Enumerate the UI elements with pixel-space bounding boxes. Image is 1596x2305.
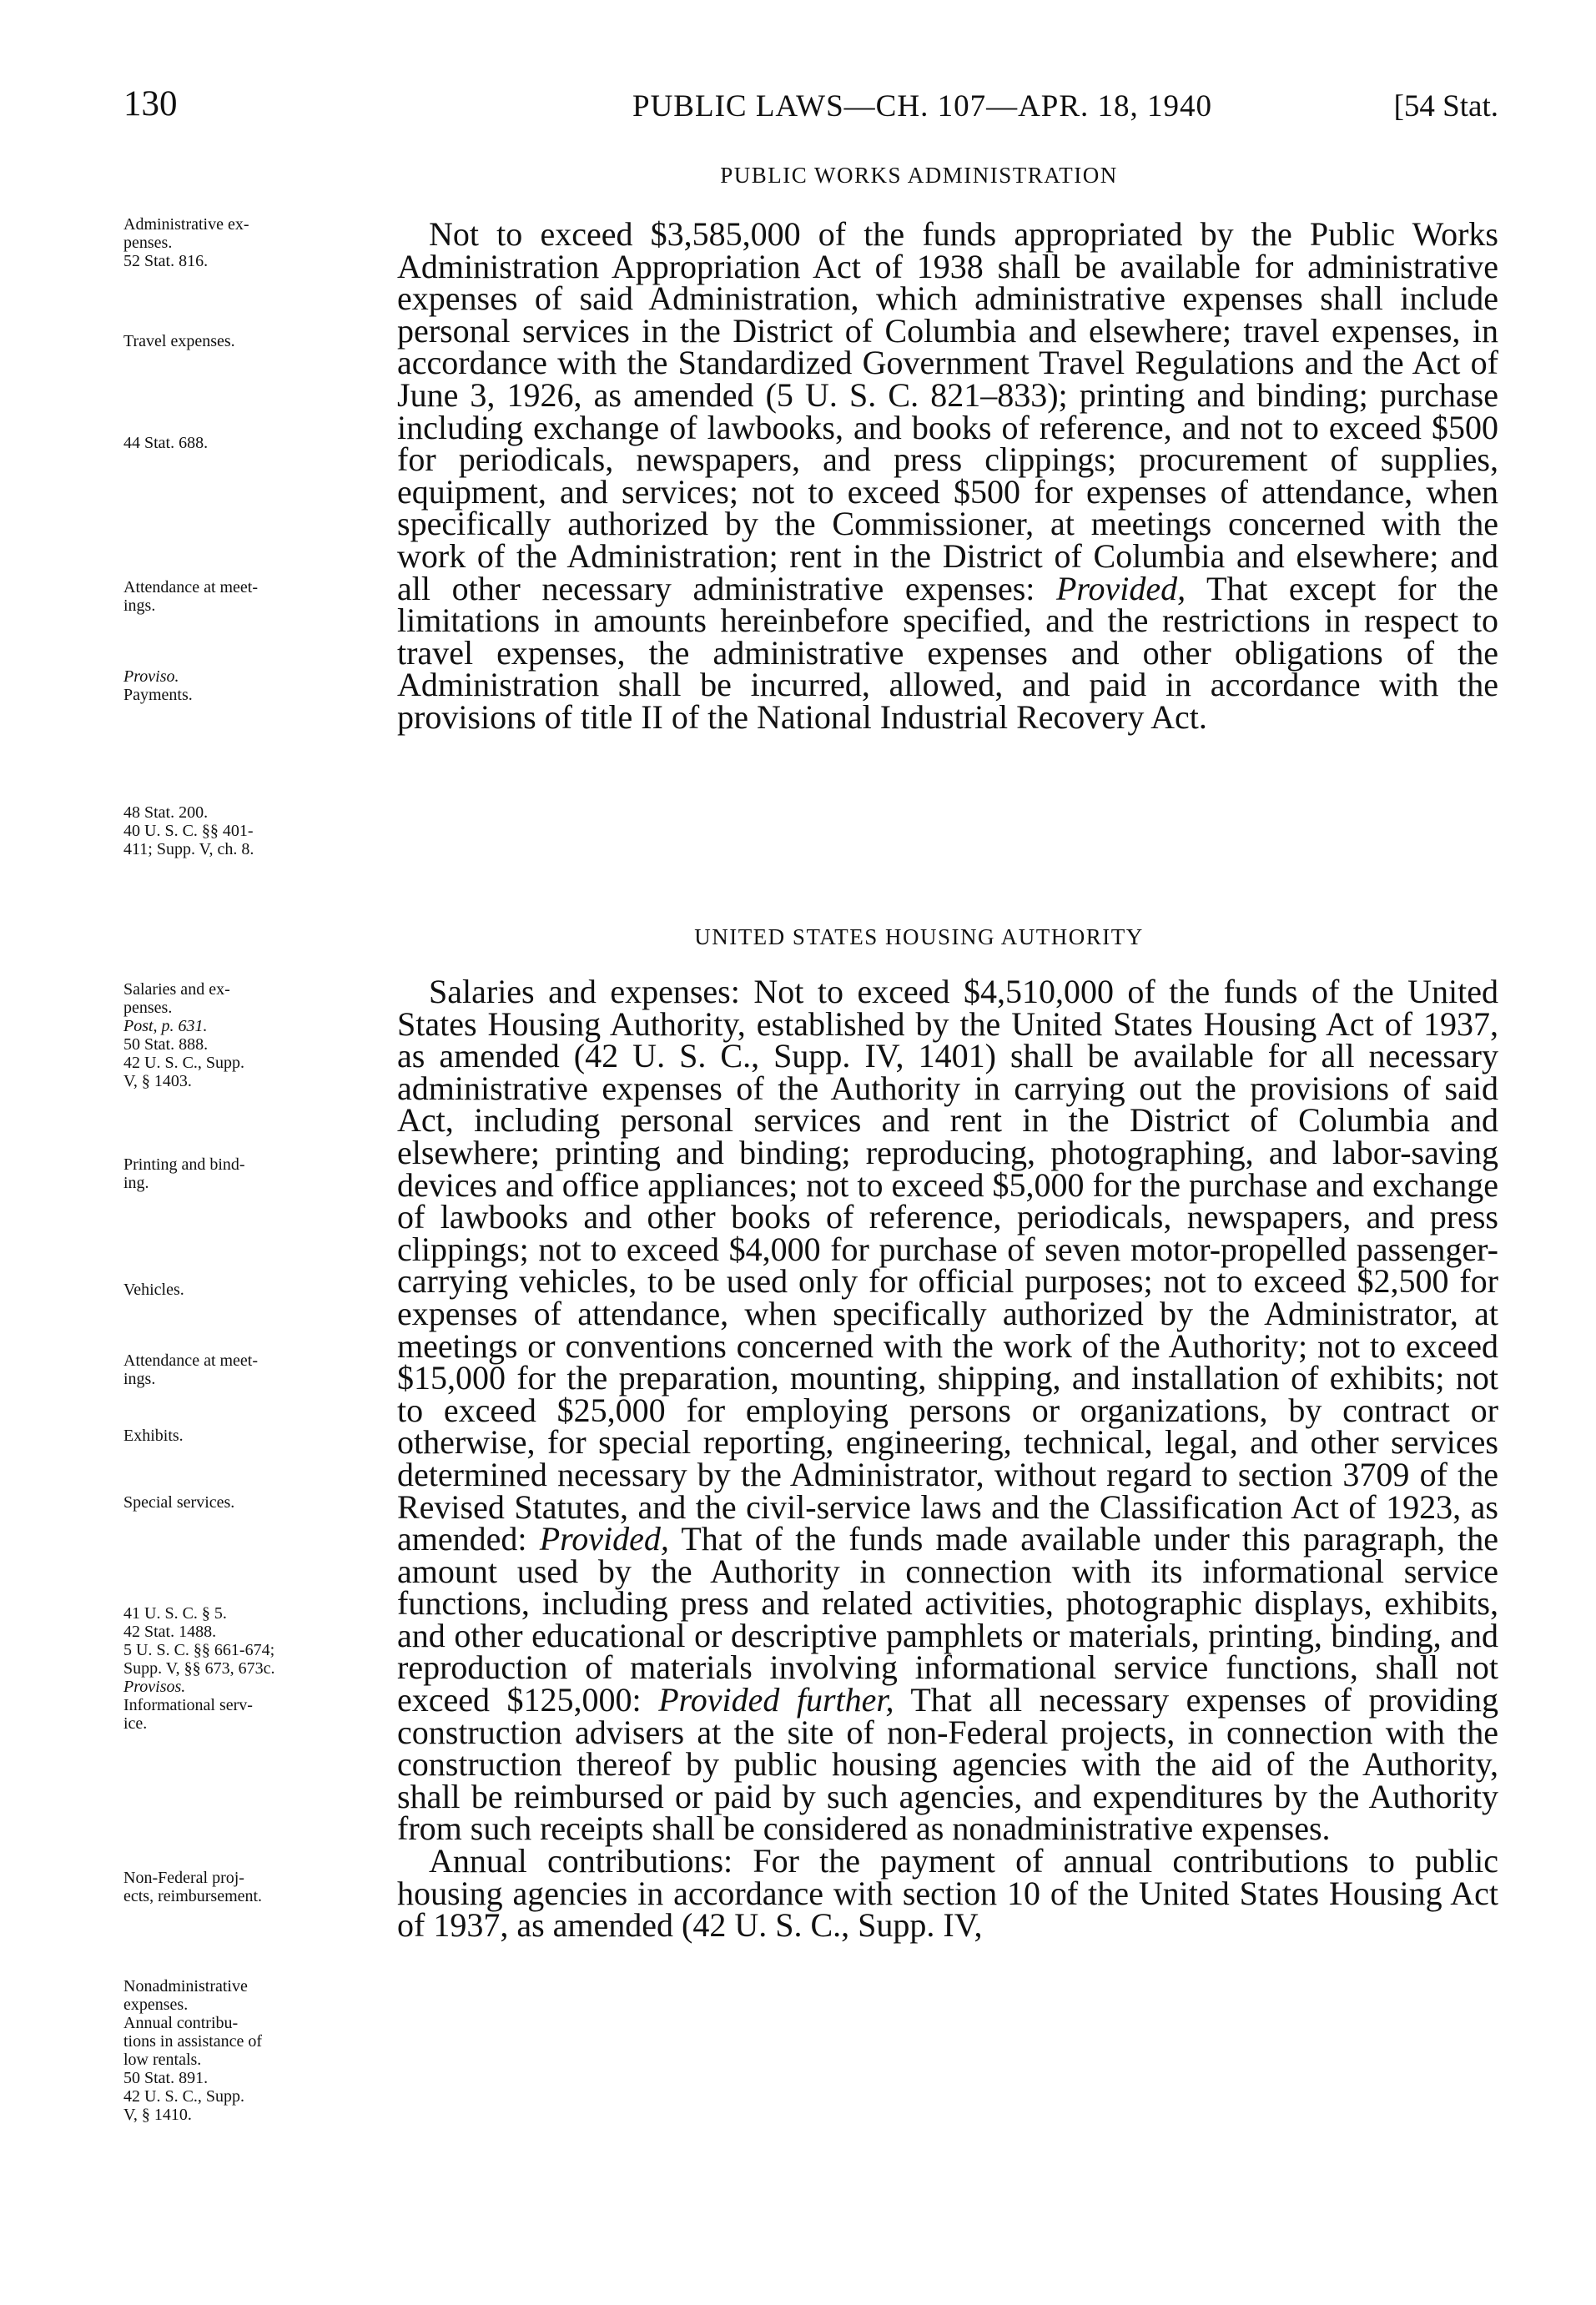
margin-note-line: Vehicles.: [123, 1281, 184, 1299]
margin-note-line: 48 Stat. 200.: [123, 803, 209, 822]
margin-note: [123, 578, 374, 615]
margin-note-line: V, § 1403.: [123, 1072, 192, 1090]
margin-note: [123, 215, 374, 270]
margin-note-line: Informational serv-: [123, 1696, 253, 1714]
italic-run: Provided,: [539, 1520, 669, 1558]
margin-note: [123, 1604, 374, 1733]
margin-note-line: Provisos.: [123, 1678, 186, 1696]
margin-note: [123, 1869, 374, 1905]
margin-note-line: tions in assistance of: [123, 2032, 263, 2051]
section-title-usha: UNITED STATES HOUSING AUTHORITY: [694, 924, 1144, 949]
paragraph: [397, 973, 1499, 1848]
margin-note-line: 41 U. S. C. § 5.: [123, 1604, 227, 1623]
margin-note: [123, 1977, 374, 2124]
margin-note-line: Printing and bind-: [123, 1155, 245, 1174]
margin-note-line: 42 Stat. 1488.: [123, 1623, 217, 1641]
section-title-pwa: PUBLIC WORKS ADMINISTRATION: [720, 163, 1118, 188]
margin-note: [123, 1281, 374, 1299]
text-run: Annual contributions: For the payment of annual contributions to public housing agencies in accordance with section 10 of the United States Housing Act of 1937, as amended (42 U. S. C., Supp. IV,: [397, 1842, 1498, 1945]
margin-note-line: Supp. V, §§ 673, 673c.: [123, 1659, 275, 1678]
margin-note-line: Special services.: [123, 1493, 235, 1512]
text-run: Not to exceed $3,585,000 of the funds appropriated by the Public Works Administration Appropriation Act of 1938 shall be available for administrative expenses of said Administration, which administrative expenses shall include personal services in the District of Columbia and elsewhere; travel expenses, in accordance with the Standardized Government Travel Regulations and the Act of June 3, 1926, as amended (5 U. S. C. 821–833); printing and binding; purchase including exchange of lawbooks, and books of reference, and not to exceed $500 for periodicals, newspapers, and press clippings; procurement of supplies, equipment, and services; not to exceed $500 for expenses of attendance, when specifically authorized by the Commissioner, at meetings concerned with the work of the Administration; rent in the District of Columbia and elsewhere; and all other necessary administrative expenses:: [397, 215, 1498, 607]
margin-note-line: 52 Stat. 816.: [123, 252, 209, 270]
margin-note: [123, 1351, 374, 1388]
section-body-pwa: [397, 215, 1499, 736]
margin-note-line: ice.: [123, 1714, 148, 1733]
margin-note-line: 50 Stat. 891.: [123, 2069, 209, 2087]
margin-note: [123, 803, 374, 858]
margin-note-line: Exhibits.: [123, 1427, 184, 1445]
text-run: That except for the limitations in amounts hereinbefore specified, and the restrictions in respect to travel expenses, the administrative expenses and other obligations of the Administration shall be incurred, allowed, and paid in accordance with the provisions of title II of the National Industrial Recovery Act.: [397, 569, 1499, 736]
margin-note-line: low rentals.: [123, 2051, 202, 2069]
margin-note-line: Salaries and ex-: [123, 980, 230, 999]
margin-note-line: Administrative ex-: [123, 215, 249, 234]
margin-note-line: ings.: [123, 596, 156, 615]
margin-note-line: 411; Supp. V, ch. 8.: [123, 840, 254, 858]
margin-note: [123, 332, 374, 350]
margin-note-line: Annual contribu-: [123, 2014, 239, 2032]
margin-note-line: Nonadministrative: [123, 1977, 248, 1995]
margin-note-line: penses.: [123, 234, 173, 252]
paragraph: [397, 215, 1499, 736]
margin-note: [123, 1493, 374, 1512]
margin-note-line: ing.: [123, 1174, 149, 1192]
margin-note-line: 50 Stat. 888.: [123, 1035, 209, 1054]
margin-note: [123, 667, 374, 704]
margin-note-line: Attendance at meet-: [123, 1351, 259, 1370]
margin-note-line: ects, reimbursement.: [123, 1887, 263, 1905]
margin-note-line: Payments.: [123, 686, 193, 704]
margin-note: [123, 1427, 374, 1445]
margin-note-line: Attendance at meet-: [123, 578, 259, 596]
paragraph: [397, 1842, 1498, 1945]
text-run: Salaries and expenses: Not to exceed $4,510,000 of the funds of the United States Housing Authority, established by the United States Housing Act of 1937, as amended (42 U. S. C., Supp. IV, 1401) shall be available for all necessary administrative expenses of the Authority in carrying out the provisions of said Act, including personal services and rent in the District of Columbia and elsewhere; printing and binding; reproducing, photographing, and labor-saving devices and office appliances; not to exceed $5,000 for the purchase and exchange of lawbooks and other books of reference, periodicals, newspapers, and press clippings; not to exceed $4,000 for purchase of seven motor-propelled passenger-carrying vehicles, to be used only for official purposes; not to exceed $2,500 for expenses of attendance, when specifically authorized by the Administrator, at meetings or conventions concerned with the work of the Authority; not to exceed $15,000 for the preparation, mounting, shipping, and installation of exhibits; not to exceed $25,000 for employing persons or organizations, by contract or otherwise, for special reporting, engineering, technical, legal, and other services determined necessary by the Administrator, without regard to section 3709 of the Revised Statutes, and the civil-service laws and the Classification Act of 1923, as amended:: [397, 973, 1498, 1558]
margin-note-line: expenses.: [123, 1995, 189, 2014]
text-run: That of the funds made available under this paragraph, the amount used by the Authority in connection with its informational service functions, including press and related activities, photographic displays, exhibits, and other educational or descriptive pamphlets or materials, printing, binding, and reproduction of materials involving informational service functions, shall not exceed $125,000:: [397, 1520, 1499, 1719]
margin-note-line: Proviso.: [123, 667, 179, 686]
running-title: PUBLIC LAWS—CH. 107—APR. 18, 1940: [632, 89, 1213, 123]
margin-note-line: 5 U. S. C. §§ 661-674;: [123, 1641, 275, 1659]
margin-note-line: V, § 1410.: [123, 2106, 192, 2124]
margin-note: [123, 980, 374, 1090]
margin-note-line: 44 Stat. 688.: [123, 434, 209, 452]
page-header: [123, 83, 1498, 133]
volume-reference: [54 Stat.: [1393, 89, 1498, 123]
margin-note-line: 40 U. S. C. §§ 401-: [123, 822, 254, 840]
italic-run: Provided further,: [658, 1681, 894, 1719]
margin-note-line: Travel expenses.: [123, 332, 235, 350]
margin-note-line: 42 U. S. C., Supp.: [123, 1054, 245, 1072]
margin-note-line: ings.: [123, 1370, 156, 1388]
margin-note-line: Post, p. 631.: [123, 1017, 208, 1035]
margin-note: [123, 1155, 374, 1192]
margin-note-line: penses.: [123, 999, 173, 1017]
margin-note-line: Non-Federal proj-: [123, 1869, 244, 1887]
section-body-usha: [397, 973, 1499, 1945]
margin-note: [123, 434, 374, 452]
page-number: 130: [123, 84, 178, 123]
italic-run: Provided,: [1056, 569, 1186, 607]
margin-note-line: 42 U. S. C., Supp.: [123, 2087, 245, 2106]
text-run: That all necessary expenses of providing construction advisers at the site of non-Federal projects, in connection with the construction thereof by public housing agencies with the aid of the Authority, shall be reimbursed or paid by such agencies, and expenditures by the Authority from such receipts shall be considered as nonadministrative expenses.: [397, 1681, 1498, 1848]
